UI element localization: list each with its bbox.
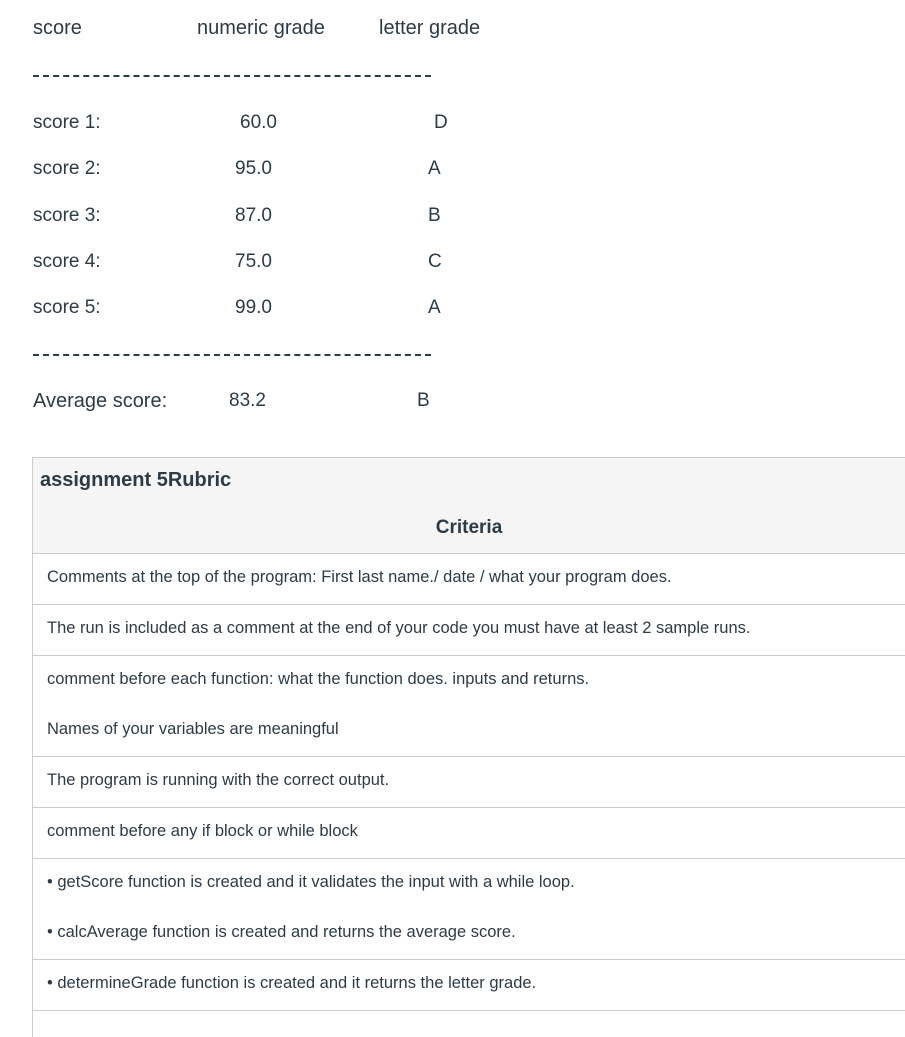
average-numeric: 83.2 [229, 390, 266, 411]
score-numeric-2: 95.0 [235, 158, 272, 179]
header-score: score [33, 17, 82, 39]
criterion-row [33, 656, 905, 707]
rubric-title: assignment 5Rubric [40, 469, 232, 491]
separator-bottom [33, 354, 431, 356]
criterion-row [33, 706, 905, 757]
score-label-1: score 1: [33, 112, 101, 133]
rubric-table [32, 457, 905, 1037]
criterion-row [33, 859, 905, 910]
criterion-row [33, 605, 905, 656]
rubric-title-bar [33, 457, 905, 504]
score-numeric-3: 87.0 [235, 205, 272, 226]
criteria-header [33, 503, 905, 554]
score-numeric-5: 99.0 [235, 297, 272, 318]
score-letter-3: B [428, 205, 441, 226]
criterion-text: comment before any if block or while block [47, 822, 358, 840]
average-letter: B [417, 390, 430, 411]
score-label-5: score 5: [33, 297, 101, 318]
criterion-text: Comments at the top of the program: First last name./ date / what your program does. [47, 568, 672, 586]
criterion-text: Names of your variables are meaningful [47, 720, 339, 738]
criterion-text: • determineGrade function is created and it returns the letter grade. [47, 974, 537, 992]
criterion-text: The run is included as a comment at the end of your code you must have at least 2 sample runs. [47, 619, 751, 637]
score-numeric-4: 75.0 [235, 251, 272, 272]
score-label-3: score 3: [33, 205, 101, 226]
criterion-row [33, 554, 905, 605]
score-letter-2: A [428, 158, 441, 179]
score-numeric-1: 60.0 [240, 112, 277, 133]
criterion-row [33, 757, 905, 808]
average-label: Average score: [33, 390, 168, 412]
criterion-text: • calcAverage function is created and returns the average score. [47, 923, 516, 941]
criterion-text: comment before each function: what the function does. inputs and returns. [47, 670, 590, 688]
header-letter-grade: letter grade [379, 17, 481, 39]
criterion-row [33, 909, 905, 960]
score-letter-1: D [434, 112, 448, 133]
criterion-text: The program is running with the correct output. [47, 771, 390, 789]
score-label-2: score 2: [33, 158, 101, 179]
criteria-header-label: Criteria [435, 517, 503, 538]
criterion-row [33, 808, 905, 859]
score-letter-4: C [428, 251, 442, 272]
header-numeric-grade: numeric grade [197, 17, 325, 39]
score-letter-5: A [428, 297, 441, 318]
criterion-row [33, 960, 905, 1011]
separator-top [33, 75, 431, 77]
criterion-text: • getScore function is created and it validates the input with a while loop. [47, 873, 575, 891]
score-label-4: score 4: [33, 251, 101, 272]
